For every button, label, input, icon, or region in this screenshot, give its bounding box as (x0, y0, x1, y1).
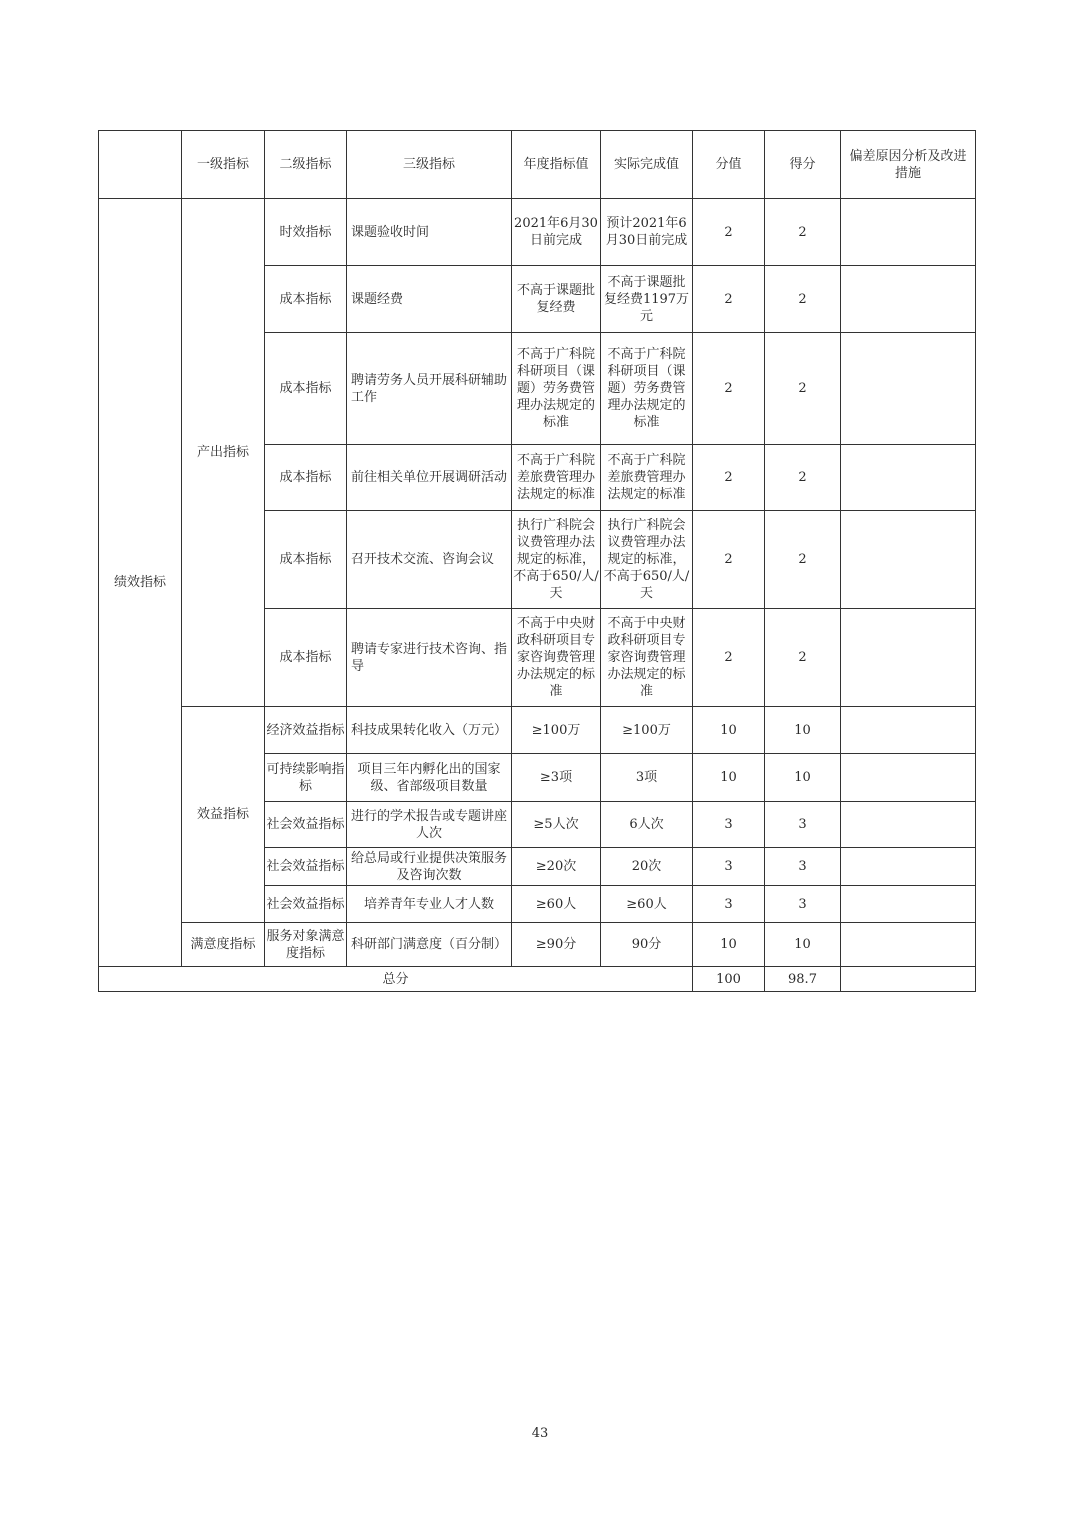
header-annual-target: 年度指标值 (512, 131, 601, 199)
score-cell: 3 (693, 802, 765, 848)
header-row (99, 131, 976, 199)
obtained-cell: 2 (765, 445, 841, 511)
deviation-cell (841, 199, 976, 266)
group-benefit: 效益指标 (182, 707, 265, 923)
target-cell: 2021年6月30日前完成 (512, 199, 601, 266)
obtained-cell: 3 (765, 802, 841, 848)
level3-cell: 给总局或行业提供决策服务及咨询次数 (347, 848, 512, 886)
level2-cell: 社会效益指标 (265, 886, 347, 923)
deviation-cell (841, 445, 976, 511)
group-output: 产出指标 (182, 199, 265, 707)
obtained-cell: 2 (765, 511, 841, 609)
level3-cell: 课题经费 (347, 266, 512, 333)
obtained-cell: 10 (765, 707, 841, 754)
obtained-cell: 2 (765, 609, 841, 707)
actual-cell: 执行广科院会议费管理办法规定的标准，不高于650/人/天 (601, 511, 693, 609)
target-cell: ≥100万 (512, 707, 601, 754)
actual-cell: 不高于中央财政科研项目专家咨询费管理办法规定的标准 (601, 609, 693, 707)
page-number: 43 (531, 1426, 549, 1441)
score-cell: 3 (693, 886, 765, 923)
actual-cell: 不高于广科院差旅费管理办法规定的标准 (601, 445, 693, 511)
score-cell: 2 (693, 199, 765, 266)
header-level2: 二级指标 (265, 131, 347, 199)
actual-cell: 3项 (601, 754, 693, 802)
level2-cell: 时效指标 (265, 199, 347, 266)
deviation-cell (841, 886, 976, 923)
deviation-cell (841, 848, 976, 886)
score-cell: 2 (693, 511, 765, 609)
level2-cell: 成本指标 (265, 266, 347, 333)
target-cell: ≥20次 (512, 848, 601, 886)
obtained-cell: 2 (765, 266, 841, 333)
header-level3: 三级指标 (347, 131, 512, 199)
score-cell: 2 (693, 333, 765, 445)
obtained-cell: 10 (765, 923, 841, 967)
total-row (99, 967, 976, 992)
obtained-cell: 3 (765, 848, 841, 886)
header-deviation: 偏差原因分析及改进措施 (841, 131, 976, 199)
total-label: 总分 (99, 967, 693, 992)
level2-cell: 成本指标 (265, 511, 347, 609)
deviation-cell (841, 802, 976, 848)
score-cell: 3 (693, 848, 765, 886)
deviation-cell (841, 754, 976, 802)
level2-cell: 成本指标 (265, 445, 347, 511)
actual-cell: 20次 (601, 848, 693, 886)
level3-cell: 科研部门满意度（百分制） (347, 923, 512, 967)
score-cell: 10 (693, 923, 765, 967)
table-row (99, 707, 976, 754)
group-satisfaction: 满意度指标 (182, 923, 265, 967)
level3-cell: 进行的学术报告或专题讲座人次 (347, 802, 512, 848)
score-cell: 2 (693, 266, 765, 333)
header-level1: 一级指标 (182, 131, 265, 199)
header-actual-value: 实际完成值 (601, 131, 693, 199)
obtained-cell: 3 (765, 886, 841, 923)
root-label: 绩效指标 (99, 199, 182, 967)
target-cell: ≥60人 (512, 886, 601, 923)
level3-cell: 前往相关单位开展调研活动 (347, 445, 512, 511)
target-cell: 不高于中央财政科研项目专家咨询费管理办法规定的标准 (512, 609, 601, 707)
level3-cell: 课题验收时间 (347, 199, 512, 266)
total-obtained: 98.7 (765, 967, 841, 992)
actual-cell: 不高于广科院科研项目（课题）劳务费管理办法规定的标准 (601, 333, 693, 445)
deviation-cell (841, 266, 976, 333)
score-cell: 2 (693, 445, 765, 511)
level3-cell: 培养青年专业人才人数 (347, 886, 512, 923)
total-deviation (841, 967, 976, 992)
target-cell: 不高于广科院科研项目（课题）劳务费管理办法规定的标准 (512, 333, 601, 445)
target-cell: 执行广科院会议费管理办法规定的标准，不高于650/人/天 (512, 511, 601, 609)
level3-cell: 项目三年内孵化出的国家级、省部级项目数量 (347, 754, 512, 802)
deviation-cell (841, 333, 976, 445)
target-cell: ≥3项 (512, 754, 601, 802)
level2-cell: 可持续影响指标 (265, 754, 347, 802)
score-cell: 2 (693, 609, 765, 707)
target-cell: ≥90分 (512, 923, 601, 967)
deviation-cell (841, 609, 976, 707)
actual-cell: ≥60人 (601, 886, 693, 923)
target-cell: 不高于课题批复经费 (512, 266, 601, 333)
score-cell: 10 (693, 707, 765, 754)
obtained-cell: 10 (765, 754, 841, 802)
deviation-cell (841, 923, 976, 967)
actual-cell: 不高于课题批复经费1197万元 (601, 266, 693, 333)
header-score-obtained: 得分 (765, 131, 841, 199)
target-cell: ≥5人次 (512, 802, 601, 848)
deviation-cell (841, 511, 976, 609)
obtained-cell: 2 (765, 199, 841, 266)
header-empty (99, 131, 182, 199)
total-score: 100 (693, 967, 765, 992)
level2-cell: 社会效益指标 (265, 848, 347, 886)
actual-cell: 6人次 (601, 802, 693, 848)
obtained-cell: 2 (765, 333, 841, 445)
header-score-value: 分值 (693, 131, 765, 199)
table-row (99, 199, 976, 266)
actual-cell: 90分 (601, 923, 693, 967)
level2-cell: 服务对象满意度指标 (265, 923, 347, 967)
level2-cell: 经济效益指标 (265, 707, 347, 754)
deviation-cell (841, 707, 976, 754)
level3-cell: 聘请劳务人员开展科研辅助工作 (347, 333, 512, 445)
table-row (99, 923, 976, 967)
score-cell: 10 (693, 754, 765, 802)
level2-cell: 社会效益指标 (265, 802, 347, 848)
performance-table (98, 130, 976, 992)
level3-cell: 聘请专家进行技术咨询、指导 (347, 609, 512, 707)
target-cell: 不高于广科院差旅费管理办法规定的标准 (512, 445, 601, 511)
level2-cell: 成本指标 (265, 333, 347, 445)
level3-cell: 科技成果转化收入（万元） (347, 707, 512, 754)
actual-cell: 预计2021年6月30日前完成 (601, 199, 693, 266)
level2-cell: 成本指标 (265, 609, 347, 707)
level3-cell: 召开技术交流、咨询会议 (347, 511, 512, 609)
actual-cell: ≥100万 (601, 707, 693, 754)
